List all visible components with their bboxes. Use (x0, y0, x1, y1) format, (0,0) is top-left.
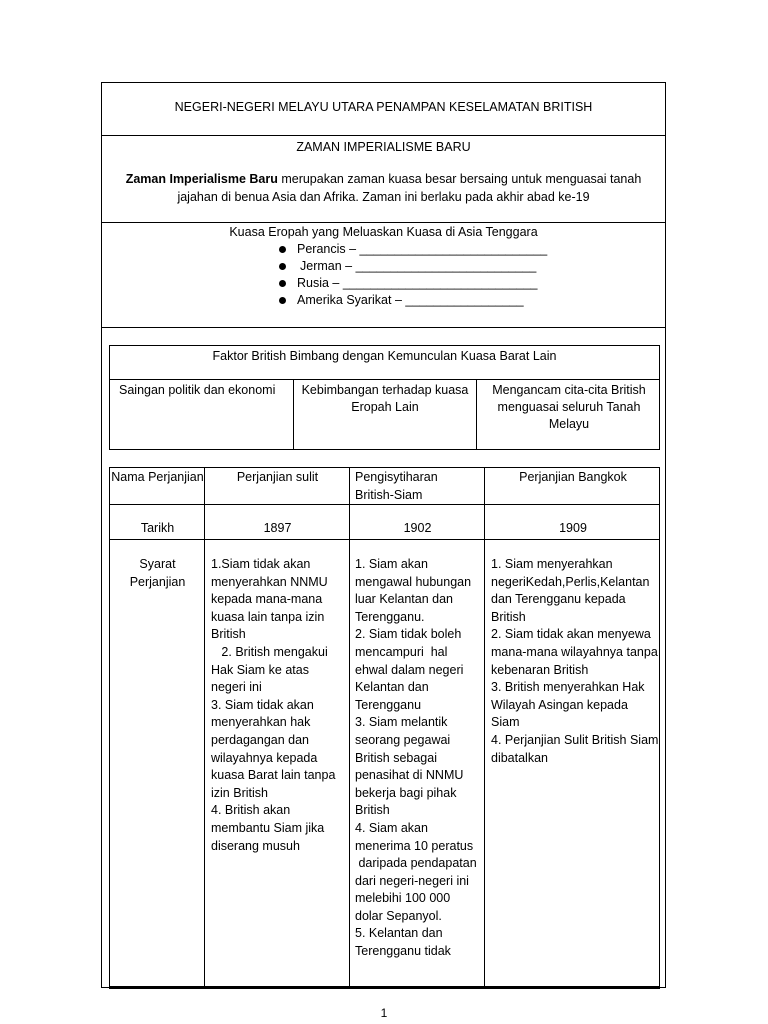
document-frame (101, 82, 666, 988)
terms-1909: 1. Siam menyerahkan negeriKedah,Perlis,Kelantan dan Terengganu kepada British 2. Siam tidak akan menyewa mana-mana wilayahnya tanpa kebenaran British 3. British menyerahkan Hak Wilayah Asingan kepada Siam 4. Perjanjian Sulit British Siam dibatalkan (491, 557, 659, 765)
treaty-col-divider (110, 468, 205, 989)
label-syarat: Syarat Perjanjian (129, 557, 186, 589)
label-nama: Nama Perjanjian (111, 470, 204, 484)
zaman-desc-bold: Zaman Imperialisme Baru (125, 172, 278, 186)
faktor-cell-1: Saingan politik dan ekonomi (110, 380, 294, 449)
year-1909: 1909 (559, 521, 587, 535)
kuasa-section (102, 223, 665, 328)
page-number: 1 (380, 1006, 388, 1020)
page-title: NEGERI-NEGERI MELAYU UTARA PENAMPAN KESELAMATAN BRITISH (174, 100, 593, 114)
title-row (102, 83, 665, 136)
faktor-cell-2: Kebimbangan terhadap kuasa Eropah Lain (294, 380, 477, 449)
faktor-cell-3: Mengancam cita-cita British menguasai seluruh Tanah Melayu (492, 383, 646, 431)
treaty-table (109, 467, 660, 989)
kuasa-item-jerman: Jerman – __________________________ (277, 258, 547, 275)
kuasa-list (277, 241, 547, 309)
zaman-description (114, 170, 653, 206)
header-perjanjian-bangkok: Perjanjian Bangkok (519, 470, 627, 484)
table-bottom-border (109, 986, 660, 989)
kuasa-item-perancis: Perancis – ___________________________ (277, 241, 547, 258)
kuasa-heading: Kuasa Eropah yang Meluaskan Kuasa di Asia Tenggara (229, 225, 538, 239)
year-1897: 1897 (263, 521, 292, 535)
zaman-desc-rest: merupakan zaman kuasa besar bersaing untuk menguasai tanah jajahan di benua Asia dan Afrika. Zaman ini berlaku pada akhir abad ke-19 (177, 172, 642, 204)
kuasa-item-amerika: Amerika Syarikat – _________________ (277, 292, 547, 309)
faktor-table (109, 345, 660, 450)
treaty-row-divider (110, 539, 659, 540)
label-tarikh: Tarikh (140, 521, 175, 535)
faktor-heading: Faktor British Bimbang dengan Kemunculan Kuasa Barat Lain (110, 346, 659, 380)
zaman-section (102, 136, 665, 223)
header-perjanjian-sulit: Perjanjian sulit (236, 470, 319, 484)
year-1902: 1902 (403, 521, 432, 535)
terms-1902: 1. Siam akan mengawal hubungan luar Kelantan dan Terengganu. 2. Siam tidak boleh mencampuri hal ehwal dalam negeri Kelantan dan Terengganu 3. Siam melantik seorang pegawai British sebagai penasihat di NNMU bekerja bagi pihak British 4. Siam akan menerima 10 peratus daripada pendapatan dari negeri-negeri ini melebihi 100 000 dolar Sepanyol. 5. Kelantan dan Terengganu tidak (355, 557, 477, 959)
header-pengisytiharan: Pengisytiharan British-Siam (355, 470, 438, 502)
terms-1897: 1.Siam tidak akan menyerahkan NNMU kepada mana-mana kuasa lain tanpa izin British 2. British mengakui Hak Siam ke atas negeri ini 3. Siam tidak akan menyerahkan hak perdagangan dan wilayahnya kepada kuasa Barat lain tanpa izin British 4. British akan membantu Siam jika diserang musuh (211, 557, 336, 853)
zaman-heading: ZAMAN IMPERIALISME BARU (296, 140, 471, 154)
kuasa-item-rusia: Rusia – ____________________________ (277, 275, 547, 292)
